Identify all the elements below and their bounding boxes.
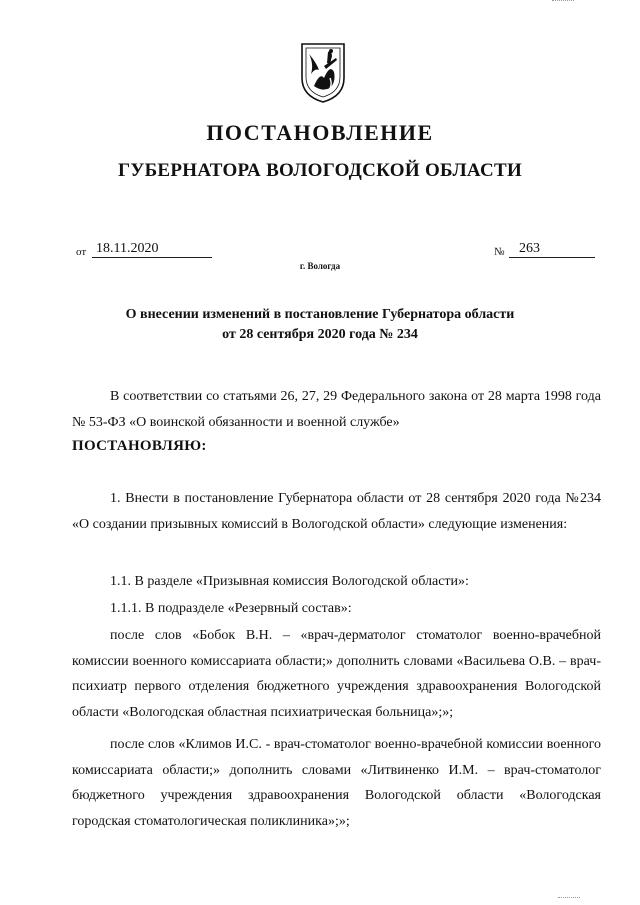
item-1-paragraph: 1. Внести в постановление Губернатора области от 28 сентября 2020 года №234 «О создании призывных комиссий в Вологодской области» следующие изменения:	[72, 491, 601, 532]
subject-line-1: О внесении изменений в постановление Губернатора области	[125, 307, 515, 322]
document-date: 18.11.2020	[92, 240, 212, 258]
vologda-coat-of-arms-icon	[300, 42, 346, 104]
preamble-paragraph: В соответствии со статьями 26, 27, 29 Федерального закона от 28 марта 1998 года № 53-ФЗ «О воинской обязанности и военной службе»	[72, 389, 601, 430]
item-1-1-paragraph: 1.1. В разделе «Призывная комиссия Вологодской области»:	[110, 574, 469, 589]
change-1-paragraph: после слов «Бобок В.Н. – «врач-дерматолог стоматолог военно-врачебной комиссии военного комиссариата области;» дополнить словами «Васильева О.В. – врач-психиатр первого отделения бюджетного учреждения здравоохранения Вологодской области «Вологодская областная психиатрическая больница»;»;	[72, 628, 601, 720]
decree-heading: ПОСТАНОВЛЯЮ:	[72, 438, 207, 454]
date-label: от	[76, 246, 87, 258]
document-number: 263	[509, 240, 595, 258]
document-title: ПОСТАНОВЛЕНИЕ	[206, 120, 434, 145]
document-city: г. Вологда	[299, 261, 341, 271]
document-subtitle: ГУБЕРНАТОРА ВОЛОГОДСКОЙ ОБЛАСТИ	[117, 160, 523, 181]
scan-mark-bottom	[558, 897, 580, 899]
scan-mark-top	[552, 0, 574, 2]
change-2-paragraph: после слов «Климов И.С. - врач-стоматолог военно-врачебной комиссии военного комиссариата области;» дополнить словами «Литвиненко И.М. – врач-стоматолог бюджетного учреждения здравоохранения Вологодской области «Вологодская городская стоматологическая поликлиника»;»;	[72, 737, 601, 829]
subject-line-2: от 28 сентября 2020 года № 234	[222, 327, 418, 342]
item-1-1-1-paragraph: 1.1.1. В подразделе «Резервный состав»:	[110, 601, 352, 616]
document-subject	[100, 305, 540, 345]
number-label: №	[494, 246, 505, 258]
